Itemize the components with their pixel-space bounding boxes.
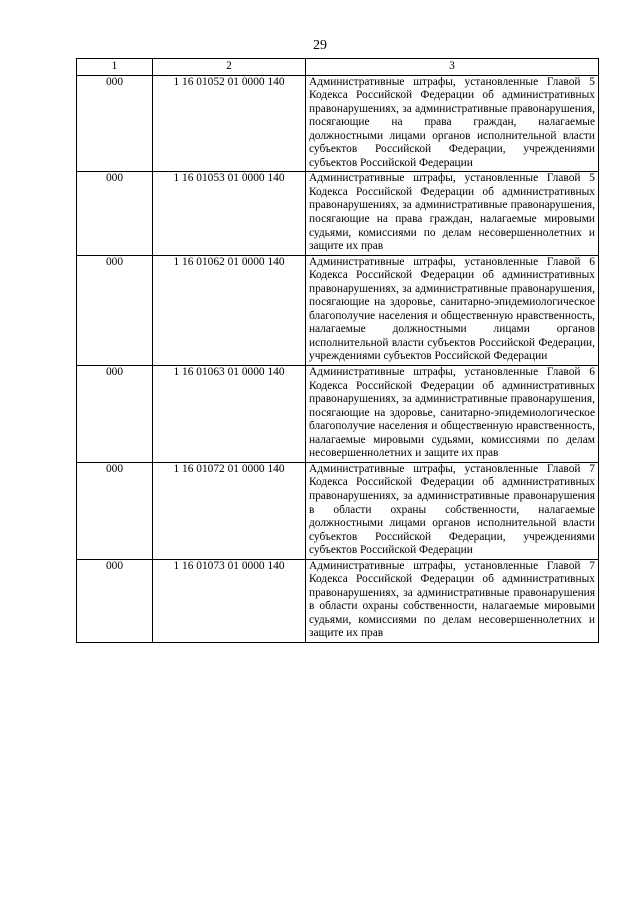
page-number: 29	[313, 38, 327, 53]
description-cell: Административные штрафы, установленные Главой 6 Кодекса Российской Федерации об административных правонарушениях, за административные правонарушения, посягающие на здоровье, санитарно-эпидемиологическое благополучие населения и общественную нравственность, налагаемые должностными лицами органов исполнительной власти субъектов Российской Федерации, учреждениями субъектов Российской Федерации	[306, 255, 599, 365]
admin-code-cell: 000	[77, 255, 153, 365]
description-cell: Административные штрафы, установленные Главой 5 Кодекса Российской Федерации об административных правонарушениях, за административные правонарушения, посягающие на права граждан, налагаемые должностными лицами органов исполнительной власти субъектов Российской Федерации, учреждениями субъектов Российской Федерации	[306, 75, 599, 172]
kbk-code-cell: 1 16 01073 01 0000 140	[153, 559, 306, 642]
budget-classification-table	[76, 58, 599, 643]
admin-code-cell: 000	[77, 75, 153, 172]
admin-code-cell: 000	[77, 462, 153, 559]
kbk-code-cell: 1 16 01072 01 0000 140	[153, 462, 306, 559]
description-cell: Административные штрафы, установленные Главой 5 Кодекса Российской Федерации об административных правонарушениях, за административные правонарушения, посягающие на права граждан, налагаемые мировыми судьями, комиссиями по делам несовершеннолетних и защите их прав	[306, 172, 599, 255]
description-cell: Административные штрафы, установленные Главой 7 Кодекса Российской Федерации об административных правонарушениях, за административные правонарушения в области охраны собственности, налагаемые должностными лицами органов исполнительной власти субъектов Российской Федерации, учреждениями субъектов Российской Федерации	[306, 462, 599, 559]
admin-code-cell: 000	[77, 559, 153, 642]
description-cell: Административные штрафы, установленные Главой 7 Кодекса Российской Федерации об административных правонарушениях, за административные правонарушения в области охраны собственности, налагаемые мировыми судьями, комиссиями по делам несовершеннолетних и защите их прав	[306, 559, 599, 642]
table-row	[77, 172, 599, 255]
admin-code-cell: 000	[77, 172, 153, 255]
table-row	[77, 559, 599, 642]
description-cell: Административные штрафы, установленные Главой 6 Кодекса Российской Федерации об административных правонарушениях, за административные правонарушения, посягающие на здоровье, санитарно-эпидемиологическое благополучие населения и общественную нравственность, налагаемые мировыми судьями, комиссиями по делам несовершеннолетних и защите их прав	[306, 366, 599, 463]
kbk-code-cell: 1 16 01053 01 0000 140	[153, 172, 306, 255]
table-row	[77, 366, 599, 463]
table-header-row	[77, 59, 599, 76]
table-row	[77, 255, 599, 365]
column-header-3: 3	[306, 59, 599, 76]
admin-code-cell: 000	[77, 366, 153, 463]
column-header-1: 1	[77, 59, 153, 76]
kbk-code-cell: 1 16 01052 01 0000 140	[153, 75, 306, 172]
table-row	[77, 462, 599, 559]
column-header-2: 2	[153, 59, 306, 76]
kbk-code-cell: 1 16 01062 01 0000 140	[153, 255, 306, 365]
table-row	[77, 75, 599, 172]
kbk-code-cell: 1 16 01063 01 0000 140	[153, 366, 306, 463]
